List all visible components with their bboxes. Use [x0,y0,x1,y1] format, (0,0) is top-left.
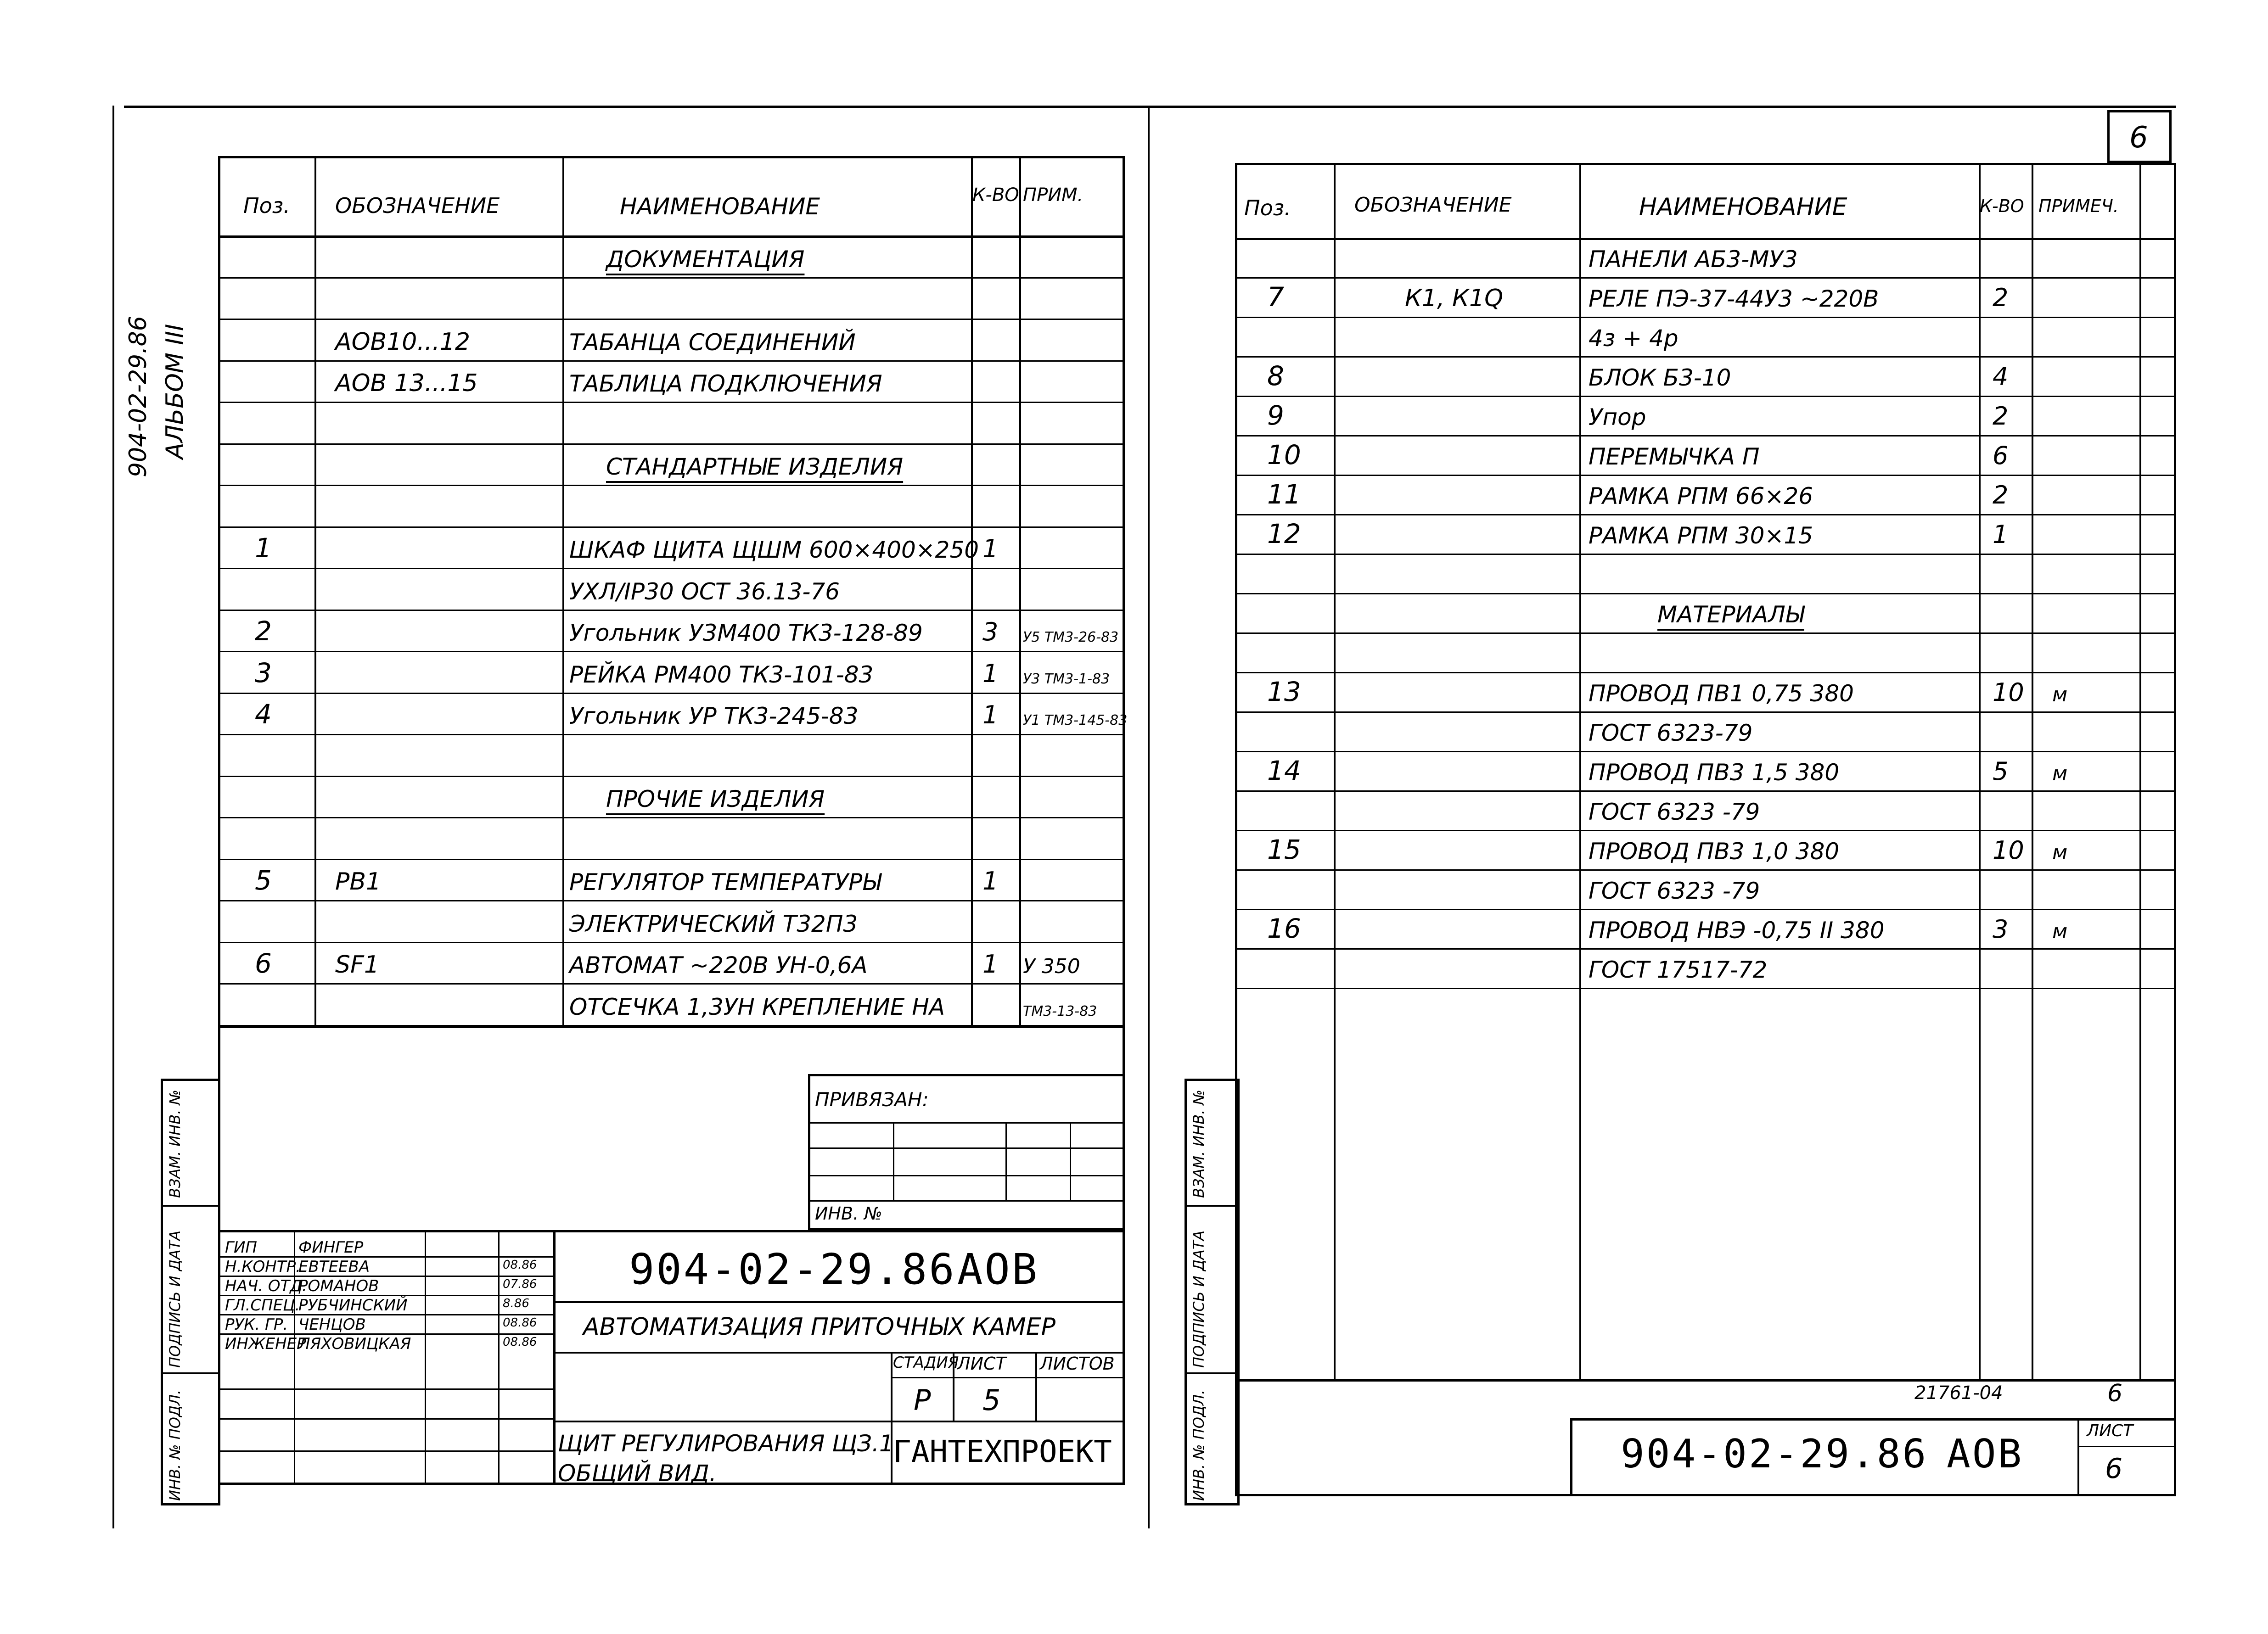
signer-date: 08.86 [503,1258,537,1272]
footer-doc-mark: АОВ [1947,1431,2024,1477]
right-header-qty: К-ВО [1980,196,2024,216]
signer-line [218,1256,553,1258]
signer-name: РОМАНОВ [298,1277,379,1295]
row-line [218,277,1125,279]
cell-qty: 2 [1993,402,2009,431]
footer-sheet-num: 6 [2107,1380,2123,1407]
right-footer-divider [2077,1418,2079,1496]
cell-pos: 12 [1267,518,1301,549]
signer-line [218,1314,553,1315]
cell-qty: 1 [982,534,999,563]
cell-pos: 13 [1267,676,1301,707]
signers-col [425,1388,426,1485]
inv-no-label: ИНВ. № [815,1203,882,1224]
stamp-col [891,1352,893,1485]
right-side-label-inv-podl: ИНВ. № ПОДЛ. [1190,1389,1207,1501]
cell-pos: 10 [1267,439,1301,470]
sheets-label: ЛИСТОВ [1040,1354,1115,1374]
cell-name: РЕГУЛЯТОР ТЕМПЕРАТУРЫ [569,869,881,895]
row-line [1235,948,2176,950]
cell-name: ПРОВОД НВЭ -0,75 II 380 [1589,917,1885,944]
cell-name: ДОКУМЕНТАЦИЯ [606,246,805,273]
signer-role: НАЧ. ОТД. [225,1277,307,1295]
row-line [1235,317,2176,318]
cell-pos: 2 [255,616,272,647]
cell-pos: 4 [255,699,272,730]
row-line [1235,790,2176,792]
cell-pos: 15 [1267,834,1301,865]
row-line [1235,711,2176,713]
doc-code: 904-02-29.86 [629,1245,956,1294]
cell-pos: 6 [255,948,272,979]
signer-date: 07.86 [503,1277,537,1291]
signer-name: ЛЯХОВИЦКАЯ [298,1335,411,1353]
signers-col [498,1230,500,1388]
signers-col [294,1388,295,1485]
cell-note: ТМ3-13-83 [1023,1003,1097,1019]
privyazan-col [1070,1122,1071,1200]
footer-sheet-label: ЛИСТ [2087,1421,2133,1440]
row-line [218,817,1125,818]
side-label-podpis-data: ПОДПИСЬ И ДАТА [166,1230,184,1368]
sheet-left-border [112,106,114,1528]
drawing-title-2: ОБЩИЙ ВИД. [558,1460,717,1487]
cell-name: ПРОВОД ПВ3 1,5 380 [1589,759,1840,786]
cell-name: УХЛ/IР30 ОСТ 36.13-76 [569,578,840,605]
signers-line [218,1418,553,1420]
right-header-code: ОБОЗНАЧЕНИЕ [1354,193,1512,217]
cell-qty: 2 [1993,283,2009,312]
cell-code: РВ1 [335,868,382,895]
cell-name: СТАНДАРТНЫЕ ИЗДЕЛИЯ [606,453,904,480]
row-line [218,485,1125,486]
cell-name: ГОСТ 6323-79 [1589,720,1753,746]
cell-name: Угольник У3М400 ТК3-128-89 [569,620,923,646]
cell-name: ГОСТ 6323 -79 [1589,878,1760,904]
row-line [1235,435,2176,436]
cell-qty: 1 [982,950,999,979]
row-line [1235,909,2176,910]
cell-qty: 3 [982,617,999,646]
cell-name: ТАБЛИЦА ПОДКЛЮЧЕНИЯ [569,370,882,397]
cell-name: ГОСТ 17517-72 [1589,957,1768,983]
cell-name: ПРОВОД ПВ3 1,0 380 [1589,838,1840,865]
cell-note: У1 ТМ3-145-83 [1023,712,1128,728]
row-line [218,610,1125,611]
cell-name: ПРОЧИЕ ИЗДЕЛИЯ [606,786,825,812]
right-header-pos: Поз. [1244,196,1291,220]
cell-note: м [2052,920,2068,943]
organization: ГАНТЕХПРОЕКТ [893,1434,1112,1469]
cell-qty: 1 [982,867,999,895]
left-header-code: ОБОЗНАЧЕНИЕ [335,193,500,218]
stamp-line [553,1352,1125,1354]
cell-qty: 2 [1993,481,2009,509]
right-col-line [1334,163,1336,1379]
signer-role: ГЛ.СПЕЦ. [225,1296,300,1315]
cell-name: ЭЛЕКТРИЧЕСКИЙ Т32П3 [569,910,858,937]
privyazan-col [893,1122,894,1200]
signer-line [218,1333,553,1335]
right-side-strip-line [1185,1372,1240,1374]
signer-role: ИНЖЕНЕР [225,1335,306,1353]
sheet-value: 5 [982,1383,1001,1417]
row-line [1235,396,2176,397]
privyazan-line [808,1122,1125,1124]
cell-name: БЛОК Б3-10 [1589,364,1731,391]
row-line [218,900,1125,901]
right-header-note: ПРИМЕЧ. [2038,196,2119,216]
signer-role: РУК. ГР. [225,1315,288,1334]
privyazan-col [1005,1122,1007,1200]
cell-qty: 10 [1993,836,2024,865]
sheet-fold-line [1148,106,1150,1528]
cell-name: АВТОМАТ ~220В УН-0,6А [569,952,868,979]
signer-name: ФИНГЕР [298,1238,364,1257]
signer-name: РУБЧИНСКИЙ [298,1296,408,1315]
signer-name: ЧЕНЦОВ [298,1315,366,1334]
row-line [1235,554,2176,555]
stamp-line [553,1301,1125,1303]
left-col-line [562,156,564,1026]
cell-qty: 6 [1993,441,2009,470]
side-label-vzam-inv: ВЗАМ. ИНВ. № [166,1090,184,1198]
stage-label: СТАДИЯ [893,1354,959,1372]
cell-pos: 1 [255,532,272,564]
cell-note: У5 ТМ3-26-83 [1023,629,1119,645]
signer-line [218,1295,553,1296]
cell-code: К1, К1Q [1405,285,1503,312]
cell-pos: 11 [1267,479,1301,510]
right-header-line [1235,238,2176,240]
row-line [1235,632,2176,634]
cell-qty: 1 [1993,520,2009,549]
cell-pos: 3 [255,657,272,688]
cell-note: м [2052,841,2068,864]
row-line [1235,356,2176,358]
row-line [218,859,1125,860]
privyazan-line [808,1175,1125,1176]
cell-name: ПАНЕЛИ АБ3-МУ3 [1589,246,1798,273]
right-side-strip-line [1185,1205,1240,1207]
row-line [1235,514,2176,515]
row-line [218,693,1125,694]
right-side-label-podpis-data: ПОДПИСЬ И ДАТА [1190,1230,1207,1368]
right-col-line [1979,163,1981,1379]
cell-code: АОВ10...12 [335,328,471,356]
cell-pos: 5 [255,865,272,896]
cell-note: м [2052,683,2068,706]
signers-col [498,1388,500,1485]
left-header-name: НАИМЕНОВАНИЕ [620,193,820,220]
sheet-top-border [124,106,2176,108]
row-line [218,319,1125,320]
right-side-label-vzam-inv: ВЗАМ. ИНВ. № [1190,1090,1207,1198]
right-header-name: НАИМЕНОВАНИЕ [1639,193,1847,221]
cell-code: SF1 [335,951,380,979]
row-line [1235,751,2176,752]
side-label-inv-podl: ИНВ. № ПОДЛ. [166,1389,184,1501]
order-number: 21761-04 [1914,1382,2003,1404]
cell-pos: 16 [1267,913,1301,944]
stamp-col [1035,1352,1037,1421]
cell-note: м [2052,762,2068,785]
signer-date: 08.86 [503,1335,537,1349]
left-table-bottom [218,1026,1125,1028]
privyazan-line [808,1200,1125,1202]
cell-name: ПРОВОД ПВ1 0,75 380 [1589,680,1854,707]
row-line [218,402,1125,403]
signer-role: Н.КОНТР. [225,1258,301,1276]
cell-code: АОВ 13...15 [335,369,478,397]
right-col-line [2139,163,2141,1379]
cell-qty: 10 [1993,678,2024,707]
margin-code: 904-02-29.86 [124,316,152,477]
cell-name: 4з + 4р [1589,325,1679,352]
row-line [218,942,1125,943]
cell-name: ГОСТ 6323 -79 [1589,799,1760,825]
sheet-label: ЛИСТ [957,1354,1006,1374]
signer-name: ЕВТЕЕВА [298,1258,370,1276]
cell-qty: 1 [982,700,999,729]
signer-role: ГИП [225,1238,257,1257]
row-line [1235,988,2176,989]
side-strip-line [161,1372,220,1374]
cell-qty: 1 [982,659,999,688]
side-strip-line [161,1205,220,1207]
row-line [1235,475,2176,476]
row-line [1235,672,2176,673]
drawing-title-1: ЩИТ РЕГУЛИРОВАНИЯ ЩЗ.1 [558,1430,894,1457]
cell-name: РЕЛЕ ПЭ-37-44У3 ~220В [1589,285,1879,312]
stamp-line [891,1377,1125,1378]
project-name: АВТОМАТИЗАЦИЯ ПРИТОЧНЫХ КАМЕР [583,1313,1055,1341]
signer-date: 8.86 [503,1297,529,1310]
cell-pos: 7 [1267,281,1284,313]
margin-album: АЛЬБОМ III [161,324,189,459]
row-line [1235,277,2176,279]
left-header-pos: Поз. [243,193,290,218]
row-line [218,1025,1125,1026]
cell-note: У 350 [1023,955,1080,978]
cell-name: МАТЕРИАЛЫ [1657,601,1804,628]
cell-name: ПЕРЕМЫЧКА П [1589,443,1760,470]
row-line [1235,830,2176,831]
left-header-line [218,235,1125,238]
stamp-divider [553,1230,556,1485]
row-line [218,526,1125,528]
left-col-line [1019,156,1021,1026]
cell-pos: 9 [1267,400,1284,431]
cell-name: ОТСЕЧКА 1,3УН КРЕПЛЕНИЕ НА [569,993,945,1020]
signers-col [425,1230,426,1388]
cell-qty: 4 [1993,362,2009,391]
right-col-line [1579,163,1581,1379]
cell-name: ТАБАНЦА СОЕДИНЕНИЙ [569,329,856,356]
row-line [218,443,1125,445]
privyazan-label: ПРИВЯЗАН: [815,1088,929,1111]
row-line [218,734,1125,735]
cell-pos: 14 [1267,755,1301,786]
left-col-line [971,156,973,1026]
cell-name: РАМКА РПМ 66×26 [1589,483,1813,509]
signers-line [218,1450,553,1452]
row-line [1235,869,2176,871]
stamp-line [553,1421,1125,1422]
row-line [218,360,1125,362]
cell-name: ШКАФ ЩИТА ЩШМ 600×400×250 [569,537,979,563]
signer-line [218,1276,553,1277]
right-col-line [2032,163,2033,1379]
cell-note: У3 ТМ3-1-83 [1023,671,1110,687]
right-footer-line [2077,1446,2176,1447]
cell-pos: 8 [1267,360,1284,392]
doc-mark: АОВ [957,1245,1039,1294]
left-col-line [314,156,316,1026]
footer-sheet-value: 6 [2105,1453,2123,1485]
cell-qty: 3 [1993,915,2009,944]
privyazan-line [808,1147,1125,1149]
row-line [1235,593,2176,594]
signers-col [294,1230,295,1388]
row-line [218,651,1125,652]
row-line [218,568,1125,569]
left-header-qty: К-ВО [972,185,1019,206]
cell-name: РАМКА РПМ 30×15 [1589,522,1813,549]
cell-name: Упор [1589,404,1646,431]
cell-name: РЕЙКА РМ400 ТК3-101-83 [569,661,874,688]
cell-name: Угольник УР ТК3-245-83 [569,703,859,729]
sheet-number-top: 6 [2129,121,2148,155]
stamp-top [218,1230,1125,1232]
left-header-note: ПРИМ. [1023,185,1083,206]
right-footer-top [1235,1379,2176,1382]
stage-value: Р [914,1383,931,1417]
row-line [218,776,1125,777]
cell-qty: 5 [1993,757,2009,786]
signer-date: 08.86 [503,1316,537,1330]
signers-line [218,1388,553,1390]
footer-doc-code: 904-02-29.86 [1621,1431,1928,1477]
row-line [218,983,1125,985]
